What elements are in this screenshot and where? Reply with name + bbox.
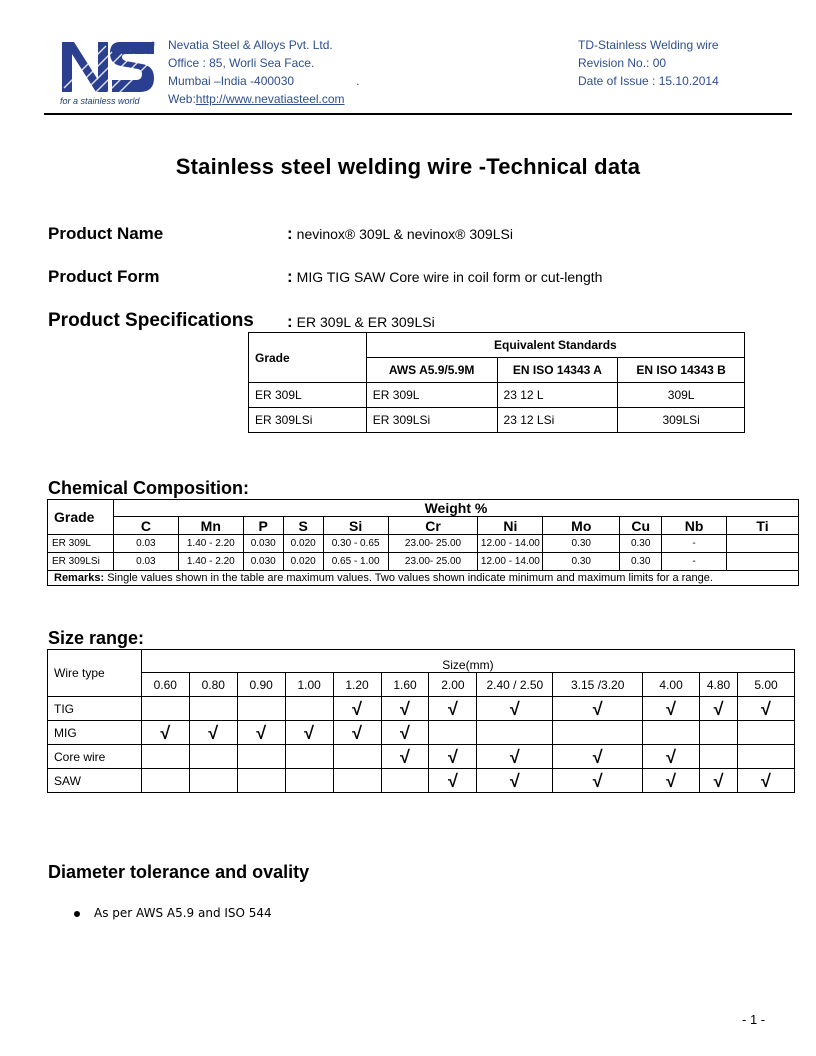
size-cell <box>141 697 189 721</box>
spec-grade-header: Grade <box>249 333 367 383</box>
size-cell <box>333 697 381 721</box>
chem-element-header: Ni <box>478 517 543 535</box>
size-cell <box>333 721 381 745</box>
spec-table <box>248 332 745 433</box>
spec-equiv-header: Equivalent Standards <box>366 333 744 358</box>
size-cell <box>738 745 795 769</box>
size-cell <box>477 745 553 769</box>
chem-cell: 1.40 - 2.20 <box>178 535 243 553</box>
size-cell <box>429 697 477 721</box>
chem-element-header: Ti <box>727 517 799 535</box>
check-icon: √ <box>400 746 410 767</box>
size-cell <box>141 769 189 793</box>
document-name: TD-Stainless Welding wire <box>578 38 719 52</box>
diameter-heading: Diameter tolerance and ovality <box>48 862 310 882</box>
check-icon: √ <box>592 746 603 767</box>
size-cell <box>553 745 643 769</box>
check-icon: √ <box>509 698 520 719</box>
check-icon: √ <box>666 698 677 719</box>
spec-cell: 23 12 LSi <box>497 408 618 433</box>
chem-cell: 0.03 <box>113 535 178 553</box>
company-web: Web:http://www.nevatiasteel.com <box>168 92 345 106</box>
table-row <box>48 721 795 745</box>
check-icon: √ <box>666 770 677 791</box>
chem-cell: 0.03 <box>113 553 178 571</box>
chem-element-header: Cu <box>620 517 662 535</box>
chem-cell: 0.030 <box>243 553 283 571</box>
chem-cell: ER 309LSi <box>48 553 114 571</box>
chem-cell: 0.020 <box>283 535 323 553</box>
size-cell <box>237 697 285 721</box>
chem-cell <box>727 535 799 553</box>
size-cell <box>285 745 333 769</box>
company-info <box>168 36 359 108</box>
check-icon: √ <box>352 722 362 743</box>
size-range-heading: Size range: <box>48 628 145 648</box>
table-row <box>48 697 795 721</box>
chem-element-header: Mo <box>543 517 620 535</box>
chem-element-header: Cr <box>388 517 478 535</box>
chem-cell: 0.65 - 1.00 <box>323 553 388 571</box>
size-header: 0.90 <box>237 673 285 697</box>
chem-cell: 0.30 <box>620 535 662 553</box>
spec-col-header: AWS A5.9/5.9M <box>366 358 497 383</box>
spec-cell: ER 309LSi <box>366 408 497 433</box>
page-title: Stainless steel welding wire -Technical data <box>175 154 641 179</box>
size-cell <box>700 769 738 793</box>
chem-weight-header: Weight % <box>113 500 798 517</box>
size-cell <box>477 721 553 745</box>
check-icon: √ <box>761 770 771 791</box>
website-link[interactable]: http://www.nevatiasteel.com <box>195 92 345 106</box>
chem-element-header: Nb <box>662 517 727 535</box>
size-cell <box>738 697 795 721</box>
check-icon: √ <box>592 770 603 791</box>
chem-element-header: P <box>243 517 283 535</box>
size-cell <box>643 697 700 721</box>
size-cell <box>237 721 285 745</box>
revision-number: Revision No.: 00 <box>578 56 667 70</box>
product-form-value: : MIG TIG SAW Core wire in coil form or cut-length <box>287 267 603 286</box>
spec-col-header: EN ISO 14343 A <box>497 358 618 383</box>
size-header: 2.40 / 2.50 <box>477 673 553 697</box>
chem-cell: 0.30 - 0.65 <box>323 535 388 553</box>
size-header: 0.60 <box>141 673 189 697</box>
check-icon: √ <box>447 746 458 767</box>
size-cell <box>381 745 429 769</box>
size-cell <box>237 745 285 769</box>
chem-element-header: C <box>113 517 178 535</box>
spec-cell: 23 12 L <box>497 383 618 408</box>
size-cell <box>285 697 333 721</box>
size-header: 4.80 <box>700 673 738 697</box>
size-cell <box>141 745 189 769</box>
product-specs-value: : ER 309L & ER 309LSi <box>287 312 435 331</box>
spec-col-header: EN ISO 14343 B <box>618 358 745 383</box>
check-icon: √ <box>447 698 458 719</box>
chem-cell: 0.30 <box>620 553 662 571</box>
size-cell <box>477 697 553 721</box>
check-icon: √ <box>352 698 362 719</box>
chem-cell: 0.030 <box>243 535 283 553</box>
size-cell <box>429 745 477 769</box>
size-cell <box>477 769 553 793</box>
size-range-table <box>47 649 795 793</box>
chem-cell: 12.00 - 14.00 <box>478 553 543 571</box>
size-cell <box>189 697 237 721</box>
chemical-table <box>47 499 799 586</box>
size-wire-type-header: Wire type <box>48 650 142 697</box>
chem-cell: 1.40 - 2.20 <box>178 553 243 571</box>
size-cell <box>429 721 477 745</box>
chem-cell: 12.00 - 14.00 <box>478 535 543 553</box>
size-header: 4.00 <box>643 673 700 697</box>
size-cell <box>553 697 643 721</box>
chem-cell: 0.30 <box>543 553 620 571</box>
check-icon: √ <box>160 722 171 743</box>
chem-cell <box>727 553 799 571</box>
size-header: 5.00 <box>738 673 795 697</box>
table-row <box>48 553 799 571</box>
size-cell <box>553 721 643 745</box>
size-cell <box>700 721 738 745</box>
size-cell <box>643 745 700 769</box>
table-row <box>249 408 745 433</box>
spec-cell: ER 309L <box>249 383 367 408</box>
size-cell <box>285 721 333 745</box>
company-office: Office : 85, Worli Sea Face. <box>168 56 315 70</box>
spec-cell: ER 309L <box>366 383 497 408</box>
table-row <box>48 769 795 793</box>
product-specs-label: Product Specifications <box>48 310 254 331</box>
bullet-icon <box>74 911 80 917</box>
chem-remarks: Remarks: Single values shown in the table are maximum values. Two values shown indicate minimum and maximum limits for a range. <box>48 571 799 586</box>
chem-cell: 23.00- 25.00 <box>388 535 478 553</box>
size-cell <box>643 769 700 793</box>
check-icon: √ <box>713 770 724 791</box>
product-name-value: : nevinox® 309L & nevinox® 309LSi <box>287 224 513 243</box>
check-icon: √ <box>509 746 520 767</box>
document-info <box>578 36 719 90</box>
size-cell <box>700 697 738 721</box>
size-cell <box>189 721 237 745</box>
size-cell <box>189 769 237 793</box>
size-cell <box>285 769 333 793</box>
check-icon: √ <box>592 698 603 719</box>
header-divider <box>44 113 792 115</box>
issue-date: Date of Issue : 15.10.2014 <box>578 74 719 88</box>
size-cell <box>553 769 643 793</box>
page-number: - 1 - <box>742 1012 766 1027</box>
size-cell <box>381 721 429 745</box>
table-row <box>48 535 799 553</box>
size-cell <box>738 721 795 745</box>
chemical-heading: Chemical Composition: <box>48 478 250 498</box>
size-cell <box>141 721 189 745</box>
chem-cell: 0.020 <box>283 553 323 571</box>
size-mm-header: Size(mm) <box>141 650 794 673</box>
size-cell <box>643 721 700 745</box>
spec-cell: 309LSi <box>618 408 745 433</box>
size-header: 2.00 <box>429 673 477 697</box>
table-row <box>249 383 745 408</box>
table-row <box>48 745 795 769</box>
size-header: 1.00 <box>285 673 333 697</box>
size-header: 1.60 <box>381 673 429 697</box>
chem-grade-header: Grade <box>48 500 114 535</box>
check-icon: √ <box>304 722 315 743</box>
size-header: 3.15 /3.20 <box>553 673 643 697</box>
chem-cell: - <box>662 553 727 571</box>
company-name: Nevatia Steel & Alloys Pvt. Ltd. <box>168 38 333 52</box>
check-icon: √ <box>400 722 410 743</box>
wire-type-label: TIG <box>48 697 142 721</box>
check-icon: √ <box>256 722 267 743</box>
check-icon: √ <box>713 698 724 719</box>
wire-type-label: SAW <box>48 769 142 793</box>
size-header: 1.20 <box>333 673 381 697</box>
check-icon: √ <box>761 698 771 719</box>
chem-cell: - <box>662 535 727 553</box>
size-cell <box>738 769 795 793</box>
check-icon: √ <box>208 722 219 743</box>
size-header: 0.80 <box>189 673 237 697</box>
chem-cell: 0.30 <box>543 535 620 553</box>
check-icon: √ <box>400 698 410 719</box>
chem-cell: ER 309L <box>48 535 114 553</box>
size-cell <box>381 769 429 793</box>
size-cell <box>429 769 477 793</box>
chem-element-header: Si <box>323 517 388 535</box>
size-cell <box>381 697 429 721</box>
product-name-label: Product Name <box>48 224 164 243</box>
size-cell <box>700 745 738 769</box>
check-icon: √ <box>447 770 458 791</box>
chem-element-header: S <box>283 517 323 535</box>
company-city: Mumbai –India -400030 . <box>168 74 360 88</box>
logo-tagline: for a stainless world <box>60 96 140 106</box>
diameter-bullet: As per AWS A5.9 and ISO 544 <box>74 906 272 920</box>
wire-type-label: Core wire <box>48 745 142 769</box>
size-cell <box>237 769 285 793</box>
product-form-label: Product Form <box>48 267 160 286</box>
svg-text:®: ® <box>150 41 156 48</box>
spec-cell: 309L <box>618 383 745 408</box>
chem-cell: 23.00- 25.00 <box>388 553 478 571</box>
spec-cell: ER 309LSi <box>249 408 367 433</box>
wire-type-label: MIG <box>48 721 142 745</box>
size-cell <box>333 769 381 793</box>
chem-element-header: Mn <box>178 517 243 535</box>
check-icon: √ <box>666 746 677 767</box>
size-cell <box>189 745 237 769</box>
size-cell <box>333 745 381 769</box>
check-icon: √ <box>509 770 520 791</box>
